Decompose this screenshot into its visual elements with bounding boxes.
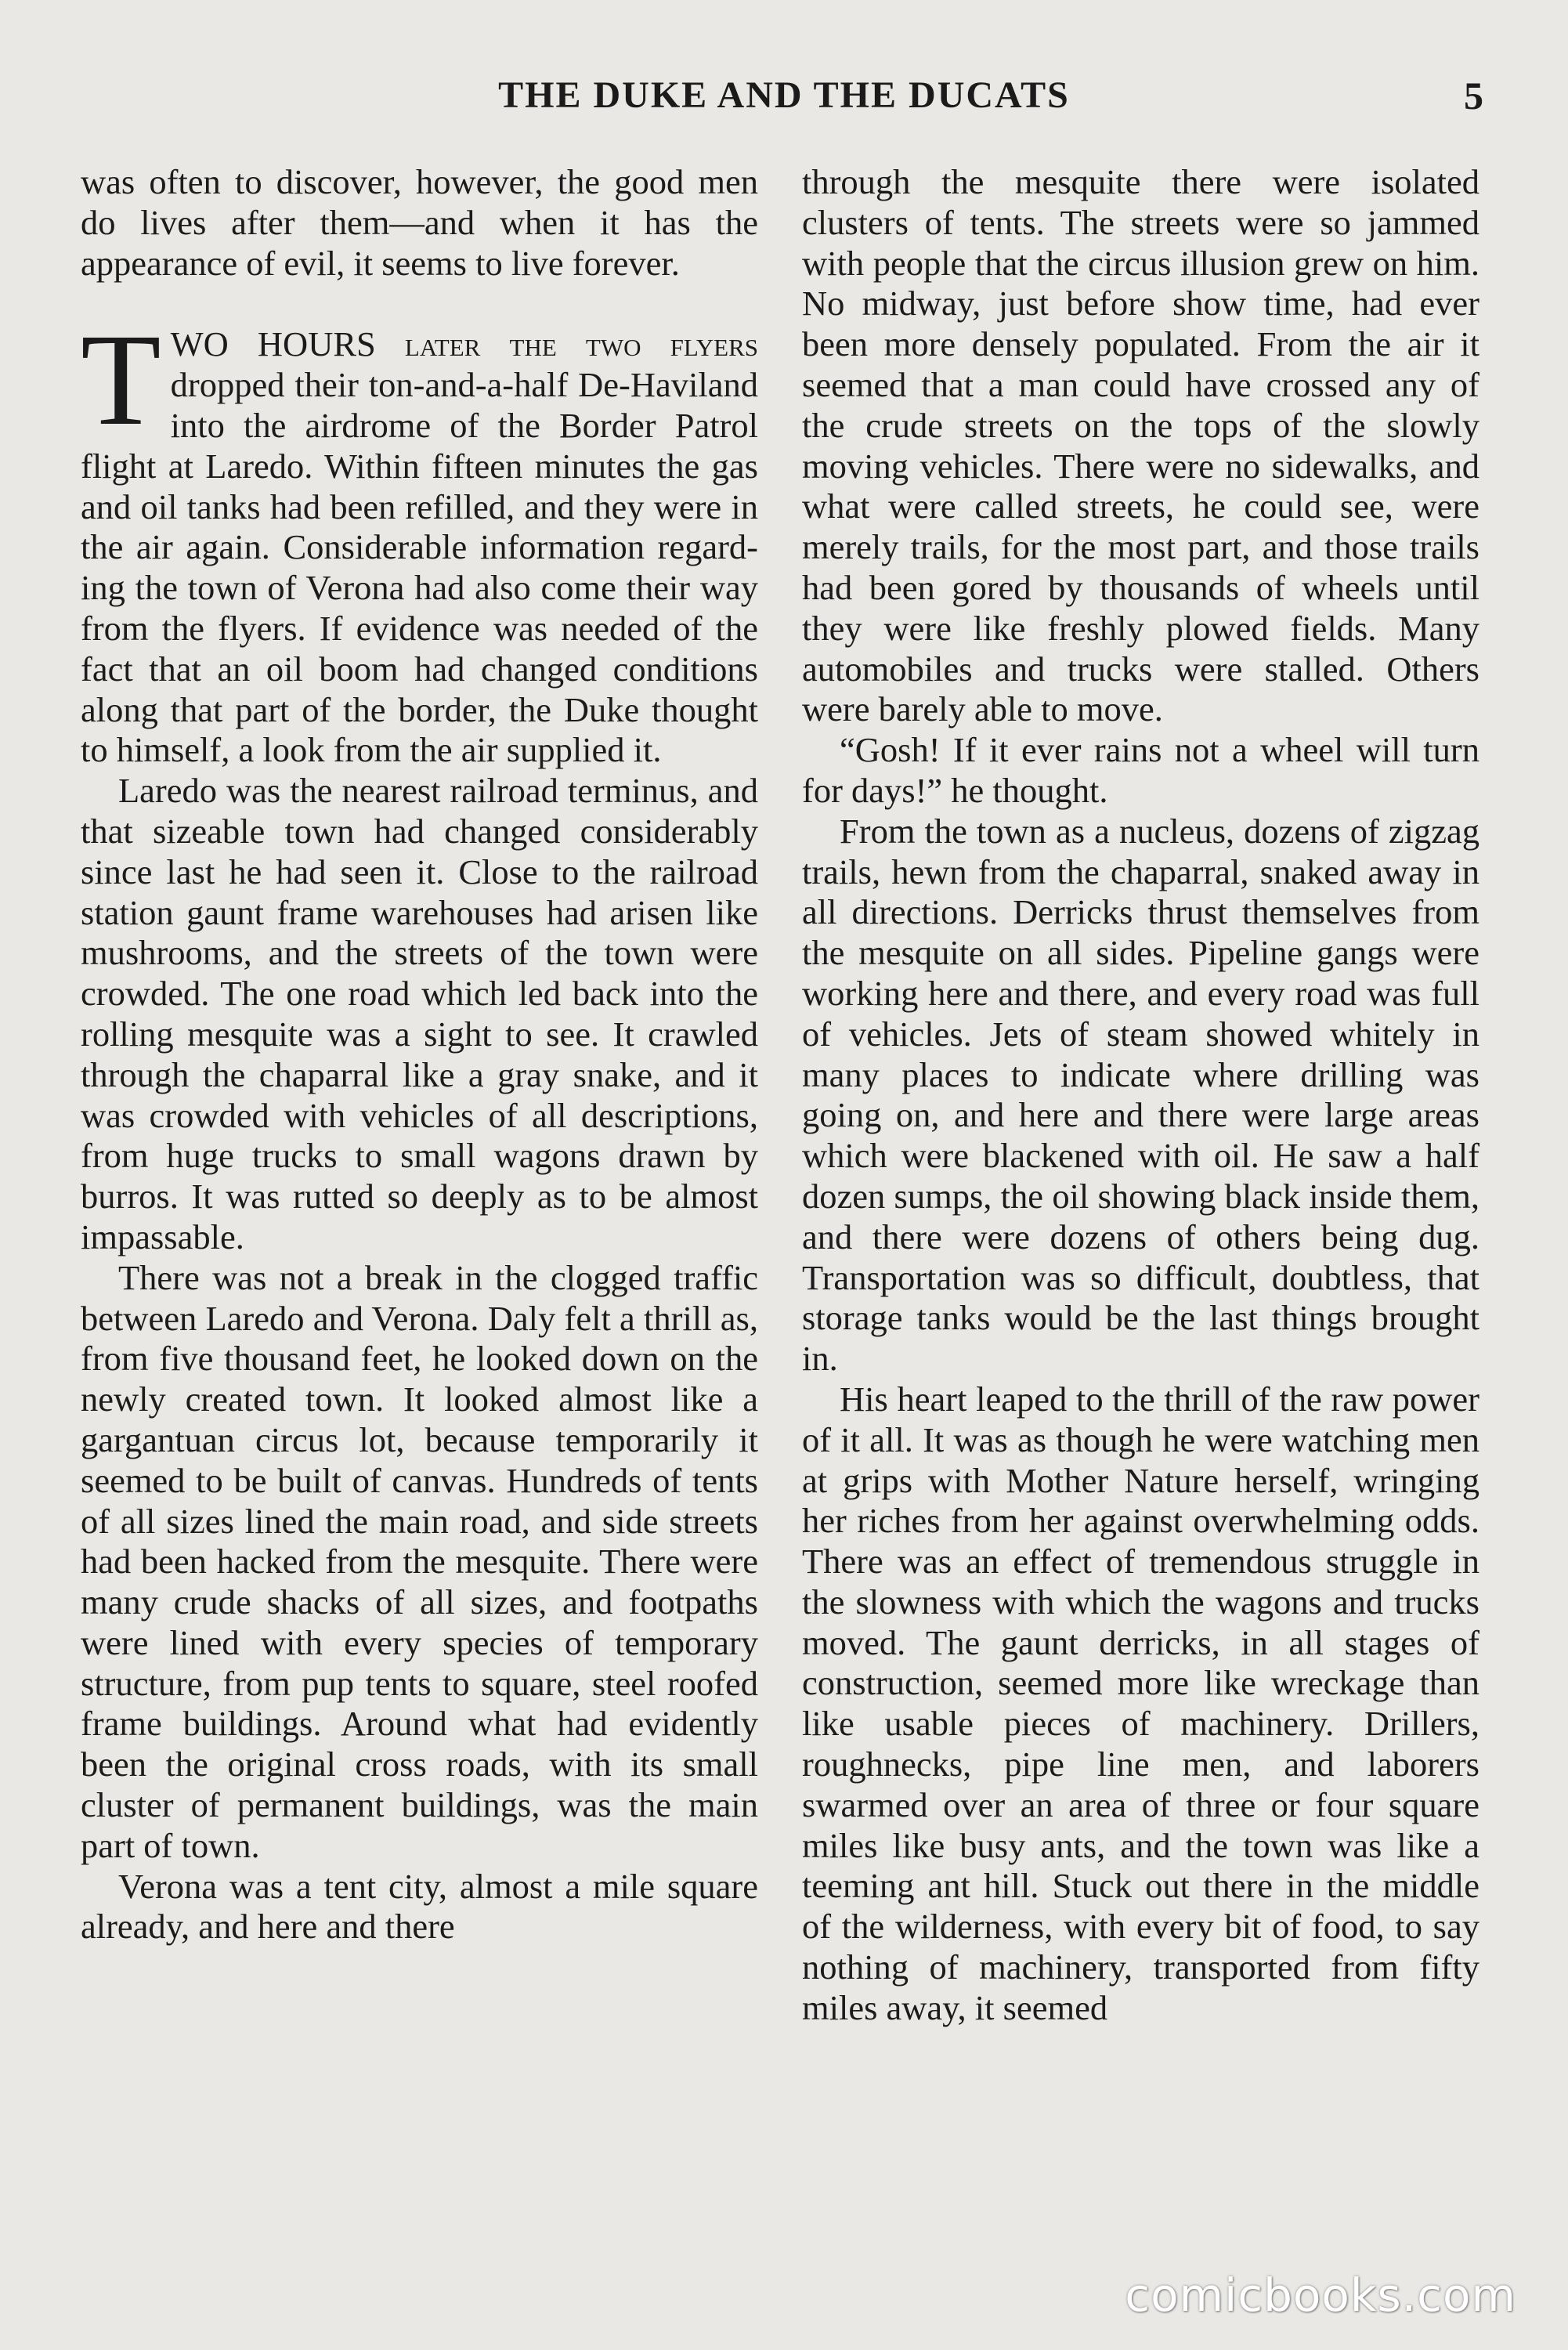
paragraph: From the town as a nucleus, dozens of zigzag trails, hewn from the chaparral, snaked away in all directions. Derricks thrust themselves from the mesquite on all sides. Pipeline gangs were working here and there, and every road was full of vehicles. Jets of steam showed whitely in many places to indicate where drilling was going on, and here and there were large areas which were blackened with oil. He saw a half dozen sumps, the oil showing black inside them, and there were dozens of others being dug. Transportation was so difficult, doubtless, that storage tanks would be the last things brought in. [802, 811, 1479, 1379]
page-header [0, 72, 1568, 119]
paragraph-dropcap [81, 307, 758, 771]
paragraph: His heart leaped to the thrill of the raw power of it all. It was as though he were watching men at grips with Mother Nature herself, wringing her riches from her against overwhelming odds. There was an effect of tremendous struggle in the slowness with which the wagons and trucks moved. The gaunt derricks, in all stages of construction, seemed more like wreckage than like usable pieces of machinery. Drillers, roughnecks, pipe line men, and laborers swarmed over an area of three or four square miles like busy ants, and the town was like a teeming ant hill. Stuck out there in the middle of the wilderness, with every bit of food, to say nothing of machinery, transported from fifty miles away, it seemed [802, 1379, 1479, 2027]
paragraph: Verona was a tent city, almost a mile square already, and here and there [81, 1866, 758, 1947]
page-number: 5 [1464, 74, 1483, 118]
watermark: comicbooks.com [1125, 2269, 1516, 2322]
paragraph: through the mesquite there were isolated clusters of tents. The streets were so jammed with people that the circus illusion grew on him. No midway, just before show time, had ever been more densely populated. From the air it seemed that a man could have crossed any of the crude streets on the tops of the slowly moving vehicles. There were no sidewalks, and what were called streets, he could see, were merely trails, for the most part, and those trails had been gored by thousands of wheels until they were like freshly plowed fields. Many automobiles and trucks were stalled. Others were barely able to move. [802, 162, 1479, 729]
paragraph: There was not a break in the clogged traffic between Laredo and Verona. Daly felt a thrill as, from five thousand feet, he looked down on the newly created town. It looked almost like a gargantuan circus lot, because temporarily it seemed to be built of canvas. Hundreds of tents of all sizes lined the main road, and side streets had been hacked from the mesquite. There were many crude shacks of all sizes, and footpaths were lined with every species of temporary structure, from pup tents to square, steel roofed frame buildings. Around what had evidently been the original cross roads, with its small cluster of permanent buildings, was the main part of town. [81, 1257, 758, 1865]
paragraph: Laredo was the nearest railroad terminus, and that sizeable town had changed considerably since last he had seen it. Close to the railroad station gaunt frame warehouses had arisen like mushrooms, and the streets of the town were crowded. The one road which led back into the rolling mesquite was a sight to see. It crawled through the chaparral like a gray snake, and it was crowded with vehicles of all descriptions, from huge trucks to small wagons drawn by burros. It was rutted so deeply as to be almost impassable. [81, 771, 758, 1256]
running-title: THE DUKE AND THE DUCATS [498, 74, 1070, 116]
paragraph-text: WO HOURS later the two flyers dropped their ton-and-a-half De-Haviland into the airdrome of the Border Patrol flight at Laredo. Within fifteen minutes the gas and oil tanks had been refilled, and they were in the air again. Considerable information regarding the town of Verona had also come their way from the flyers. If evidence was needed of the fact that an oil boom had changed conditions along that part of the border, the Duke thought to himself, a look from the air supplied it. [81, 324, 758, 770]
right-column [802, 162, 1479, 2029]
paragraph: was often to discover, however, the good men do lives after them—and when it has the appearance of evil, it seems to live forever. [81, 162, 758, 283]
left-column [81, 162, 758, 1947]
paragraph: “Gosh! If it ever rains not a wheel will turn for days!” he thought. [802, 730, 1479, 810]
drop-cap: T [81, 307, 161, 454]
